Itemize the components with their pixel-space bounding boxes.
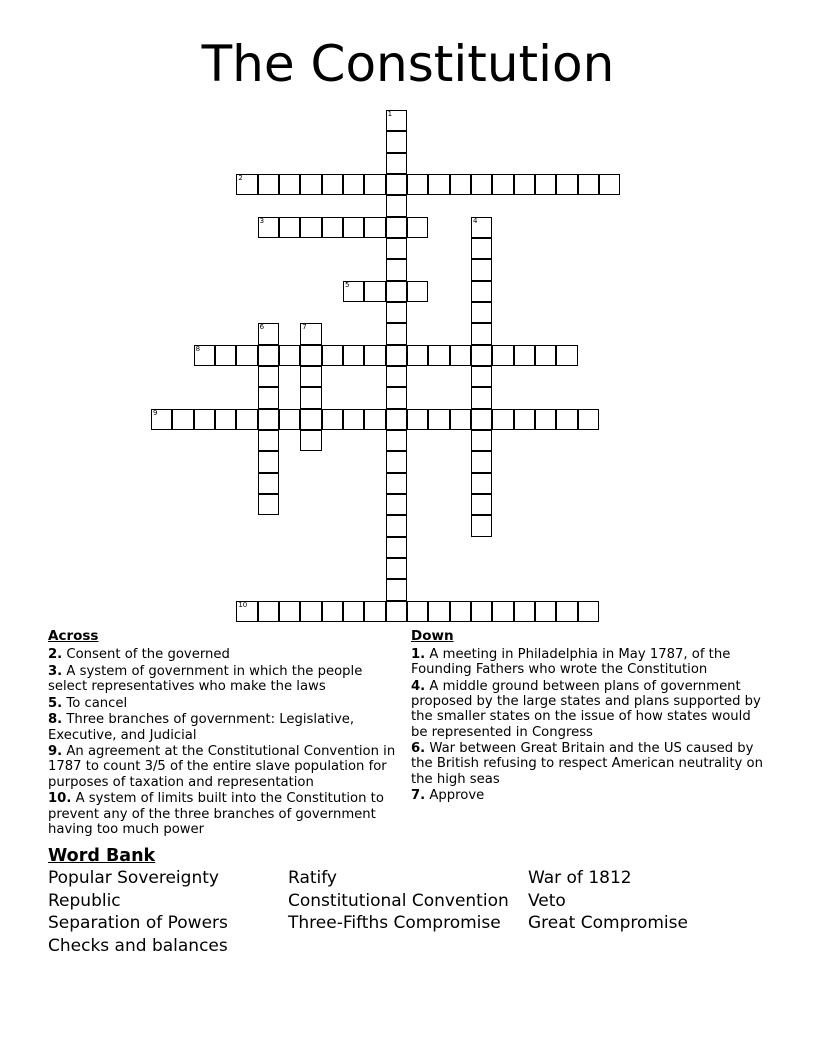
clue-number: 10: [238, 600, 248, 609]
crossword-cell[interactable]: [236, 601, 257, 622]
crossword-cell[interactable]: [535, 409, 556, 430]
crossword-cell[interactable]: [471, 174, 492, 195]
crossword-cell[interactable]: [535, 601, 556, 622]
crossword-cell[interactable]: [471, 302, 492, 323]
crossword-cell[interactable]: [471, 281, 492, 302]
crossword-cell[interactable]: [215, 345, 236, 366]
crossword-cell[interactable]: [514, 174, 535, 195]
crossword-cell[interactable]: [364, 217, 385, 238]
crossword-cell[interactable]: [386, 174, 407, 195]
crossword-cell[interactable]: [364, 281, 385, 302]
crossword-cell[interactable]: [578, 174, 599, 195]
crossword-cell[interactable]: [386, 238, 407, 259]
crossword-cell[interactable]: [514, 345, 535, 366]
clue-num: 9.: [48, 744, 63, 760]
crossword-cell[interactable]: [407, 409, 428, 430]
across-heading: Across: [48, 628, 99, 644]
crossword-cell[interactable]: [300, 430, 321, 451]
clue-text: A middle ground between plans of government proposed by the large states and plans supported by the smaller states on the issue of how states would be represented in Congress: [411, 678, 761, 740]
crossword-cell[interactable]: [343, 601, 364, 622]
word-bank-item: Separation of Powers: [48, 913, 228, 934]
crossword-cell[interactable]: [258, 430, 279, 451]
crossword-cell[interactable]: [578, 409, 599, 430]
crossword-cell[interactable]: [471, 451, 492, 472]
crossword-cell[interactable]: [300, 323, 321, 344]
crossword-cell[interactable]: [343, 345, 364, 366]
crossword-cell[interactable]: [322, 217, 343, 238]
crossword-cell[interactable]: [386, 281, 407, 302]
crossword-cell[interactable]: [471, 387, 492, 408]
crossword-cell[interactable]: [407, 217, 428, 238]
crossword-cell[interactable]: [279, 409, 300, 430]
crossword-cell[interactable]: [407, 601, 428, 622]
crossword-cell[interactable]: [428, 409, 449, 430]
down-clue: [411, 647, 771, 677]
word-bank-item: Republic: [48, 890, 121, 911]
crossword-cell[interactable]: [556, 174, 577, 195]
crossword-cell[interactable]: [407, 281, 428, 302]
clue-text: A system of government in which the people select representatives who make the laws: [48, 663, 363, 694]
crossword-cell[interactable]: [535, 345, 556, 366]
clue-text: Consent of the governed: [62, 647, 230, 662]
crossword-cell[interactable]: [258, 387, 279, 408]
clue-number: 3: [259, 216, 265, 225]
crossword-cell[interactable]: [364, 601, 385, 622]
word-bank-item: Checks and balances: [48, 935, 228, 956]
crossword-cell[interactable]: [450, 174, 471, 195]
clue-text: Three branches of government: Legislative, Executive, and Judicial: [48, 712, 355, 743]
crossword-cell[interactable]: [386, 515, 407, 536]
crossword-cell[interactable]: [194, 409, 215, 430]
clue-num: 2.: [48, 647, 63, 662]
clue-text: War between Great Britain and the US caused by the British refusing to respect American neutrality on the high seas: [411, 741, 763, 787]
across-clue: [48, 647, 398, 662]
crossword-cell[interactable]: [258, 494, 279, 515]
clue-number: 7: [302, 323, 307, 332]
clue-number: 6: [259, 323, 265, 332]
crossword-cell[interactable]: [386, 601, 407, 622]
crossword-cell[interactable]: [300, 409, 321, 430]
crossword-cell[interactable]: [258, 473, 279, 494]
crossword-cell[interactable]: [343, 174, 364, 195]
crossword-cell[interactable]: [492, 174, 513, 195]
crossword-cell[interactable]: [471, 217, 492, 238]
crossword-cell[interactable]: [386, 217, 407, 238]
crossword-cell[interactable]: [386, 302, 407, 323]
clue-num: 4.: [411, 678, 426, 694]
crossword-cell[interactable]: [386, 558, 407, 579]
crossword-cell[interactable]: [364, 345, 385, 366]
crossword-cell[interactable]: [172, 409, 193, 430]
clue-num: 5.: [48, 695, 63, 711]
crossword-cell[interactable]: [300, 217, 321, 238]
across-clue: [48, 664, 398, 694]
crossword-cell[interactable]: [492, 409, 513, 430]
word-bank-item: Veto: [528, 890, 566, 911]
clue-num: 1.: [411, 647, 426, 662]
crossword-cell[interactable]: [343, 281, 364, 302]
crossword-cell[interactable]: [364, 174, 385, 195]
crossword-cell[interactable]: [471, 323, 492, 344]
crossword-cell[interactable]: [258, 366, 279, 387]
crossword-cell[interactable]: [386, 537, 407, 558]
crossword-cell[interactable]: [386, 195, 407, 216]
crossword-cell[interactable]: [386, 409, 407, 430]
crossword-cell[interactable]: [471, 430, 492, 451]
clue-number: 4: [472, 216, 478, 225]
crossword-cell[interactable]: [236, 345, 257, 366]
crossword-cell[interactable]: [556, 345, 577, 366]
crossword-cell[interactable]: [194, 345, 215, 366]
crossword-cell[interactable]: [279, 345, 300, 366]
crossword-cell[interactable]: [471, 366, 492, 387]
clue-text: A system of limits built into the Constitution to prevent any of the three branches of government having too much power: [48, 791, 384, 837]
crossword-cell[interactable]: [428, 601, 449, 622]
crossword-cell[interactable]: [386, 579, 407, 600]
crossword-cell[interactable]: [258, 174, 279, 195]
clue-num: 7.: [411, 788, 426, 804]
crossword-cell[interactable]: [407, 174, 428, 195]
crossword-cell[interactable]: [386, 345, 407, 366]
crossword-cell[interactable]: [386, 451, 407, 472]
word-bank-item: War of 1812: [528, 868, 632, 888]
down-heading: Down: [411, 628, 454, 644]
down-clue: [411, 679, 771, 740]
word-bank-column: [48, 867, 228, 957]
clue-text: An agreement at the Constitutional Convention in 1787 to count 3/5 of the entire slave population for purposes of taxation and representation: [48, 744, 396, 790]
crossword-cell[interactable]: [322, 345, 343, 366]
crossword-cell[interactable]: [236, 409, 257, 430]
clue-number: 9: [153, 408, 158, 417]
crossword-cell[interactable]: [471, 494, 492, 515]
crossword-cell[interactable]: [258, 601, 279, 622]
crossword-cell[interactable]: [556, 601, 577, 622]
clue-num: 6.: [411, 741, 426, 757]
crossword-cell[interactable]: [300, 387, 321, 408]
crossword-cell[interactable]: [322, 601, 343, 622]
crossword-cell[interactable]: [300, 345, 321, 366]
across-clue: [48, 744, 398, 790]
crossword-cell[interactable]: [386, 323, 407, 344]
crossword-cell[interactable]: [471, 345, 492, 366]
crossword-cell[interactable]: [471, 238, 492, 259]
crossword-cell[interactable]: [258, 217, 279, 238]
crossword-cell[interactable]: [386, 366, 407, 387]
crossword-cell[interactable]: [450, 601, 471, 622]
crossword-cell[interactable]: [492, 345, 513, 366]
crossword-cell[interactable]: [386, 110, 407, 131]
crossword-cell[interactable]: [279, 174, 300, 195]
crossword-cell[interactable]: [428, 174, 449, 195]
crossword-cell[interactable]: [343, 409, 364, 430]
clue-num: 10.: [48, 791, 72, 807]
word-bank-item: Great Compromise: [528, 913, 688, 934]
crossword-cell[interactable]: [258, 451, 279, 472]
crossword-cell[interactable]: [471, 259, 492, 280]
word-bank-column: [528, 867, 688, 935]
clue-text: Approve: [425, 788, 485, 804]
crossword-cell[interactable]: [300, 174, 321, 195]
crossword-cell[interactable]: [492, 601, 513, 622]
crossword-cell[interactable]: [386, 494, 407, 515]
crossword-cell[interactable]: [279, 601, 300, 622]
crossword-cell[interactable]: [535, 174, 556, 195]
crossword-cell[interactable]: [514, 601, 535, 622]
crossword-cell[interactable]: [471, 473, 492, 494]
crossword-cell[interactable]: [514, 409, 535, 430]
page-title: The Constitution: [201, 35, 615, 93]
crossword-cell[interactable]: [343, 217, 364, 238]
word-bank-item: Ratify: [288, 868, 337, 888]
crossword-cell[interactable]: [386, 153, 407, 174]
across-clue: [48, 712, 398, 742]
crossword-cell[interactable]: [386, 131, 407, 152]
clue-num: 8.: [48, 712, 63, 728]
crossword-cell[interactable]: [322, 174, 343, 195]
clue-text: To cancel: [62, 695, 128, 711]
crossword-cell[interactable]: [258, 323, 279, 344]
crossword-cell[interactable]: [471, 409, 492, 430]
crossword-cell[interactable]: [407, 345, 428, 366]
crossword-cell[interactable]: [450, 345, 471, 366]
crossword-cell[interactable]: [556, 409, 577, 430]
crossword-cell[interactable]: [215, 409, 236, 430]
crossword-cell[interactable]: [236, 174, 257, 195]
word-bank-heading: Word Bank: [48, 846, 156, 866]
word-bank-item: Constitutional Convention: [288, 890, 509, 911]
clue-text: A meeting in Philadelphia in May 1787, of the Founding Fathers who wrote the Constitution: [411, 647, 731, 678]
crossword-cell[interactable]: [428, 345, 449, 366]
across-clue: [48, 791, 398, 837]
word-bank-item: Three-Fifths Compromise: [288, 913, 501, 934]
down-clue: [411, 741, 771, 787]
crossword-cell[interactable]: [386, 473, 407, 494]
clue-num: 3.: [48, 663, 63, 679]
down-clue: [411, 788, 771, 803]
crossword-cell[interactable]: [386, 430, 407, 451]
clue-number: 2: [238, 173, 243, 182]
clue-number: 5: [344, 280, 350, 289]
crossword-cell[interactable]: [279, 217, 300, 238]
crossword-cell[interactable]: [258, 409, 279, 430]
across-clue: [48, 696, 398, 711]
crossword-cell[interactable]: [471, 515, 492, 536]
crossword-cell[interactable]: [300, 601, 321, 622]
down-clues: [411, 628, 771, 805]
crossword-cell[interactable]: [578, 601, 599, 622]
crossword-cell[interactable]: [471, 601, 492, 622]
crossword-cell[interactable]: [258, 345, 279, 366]
crossword-cell[interactable]: [364, 409, 385, 430]
crossword-cell[interactable]: [300, 366, 321, 387]
crossword-cell[interactable]: [386, 387, 407, 408]
clue-number: 8: [195, 344, 201, 353]
across-clues: [48, 628, 398, 838]
crossword-cell[interactable]: [599, 174, 620, 195]
crossword-cell[interactable]: [450, 409, 471, 430]
crossword-cell[interactable]: [386, 259, 407, 280]
word-bank-item: Popular Sovereignty: [48, 868, 219, 888]
crossword-cell[interactable]: [151, 409, 172, 430]
crossword-cell[interactable]: [322, 409, 343, 430]
clue-number: 1: [387, 110, 393, 118]
word-bank-column: [288, 867, 509, 935]
